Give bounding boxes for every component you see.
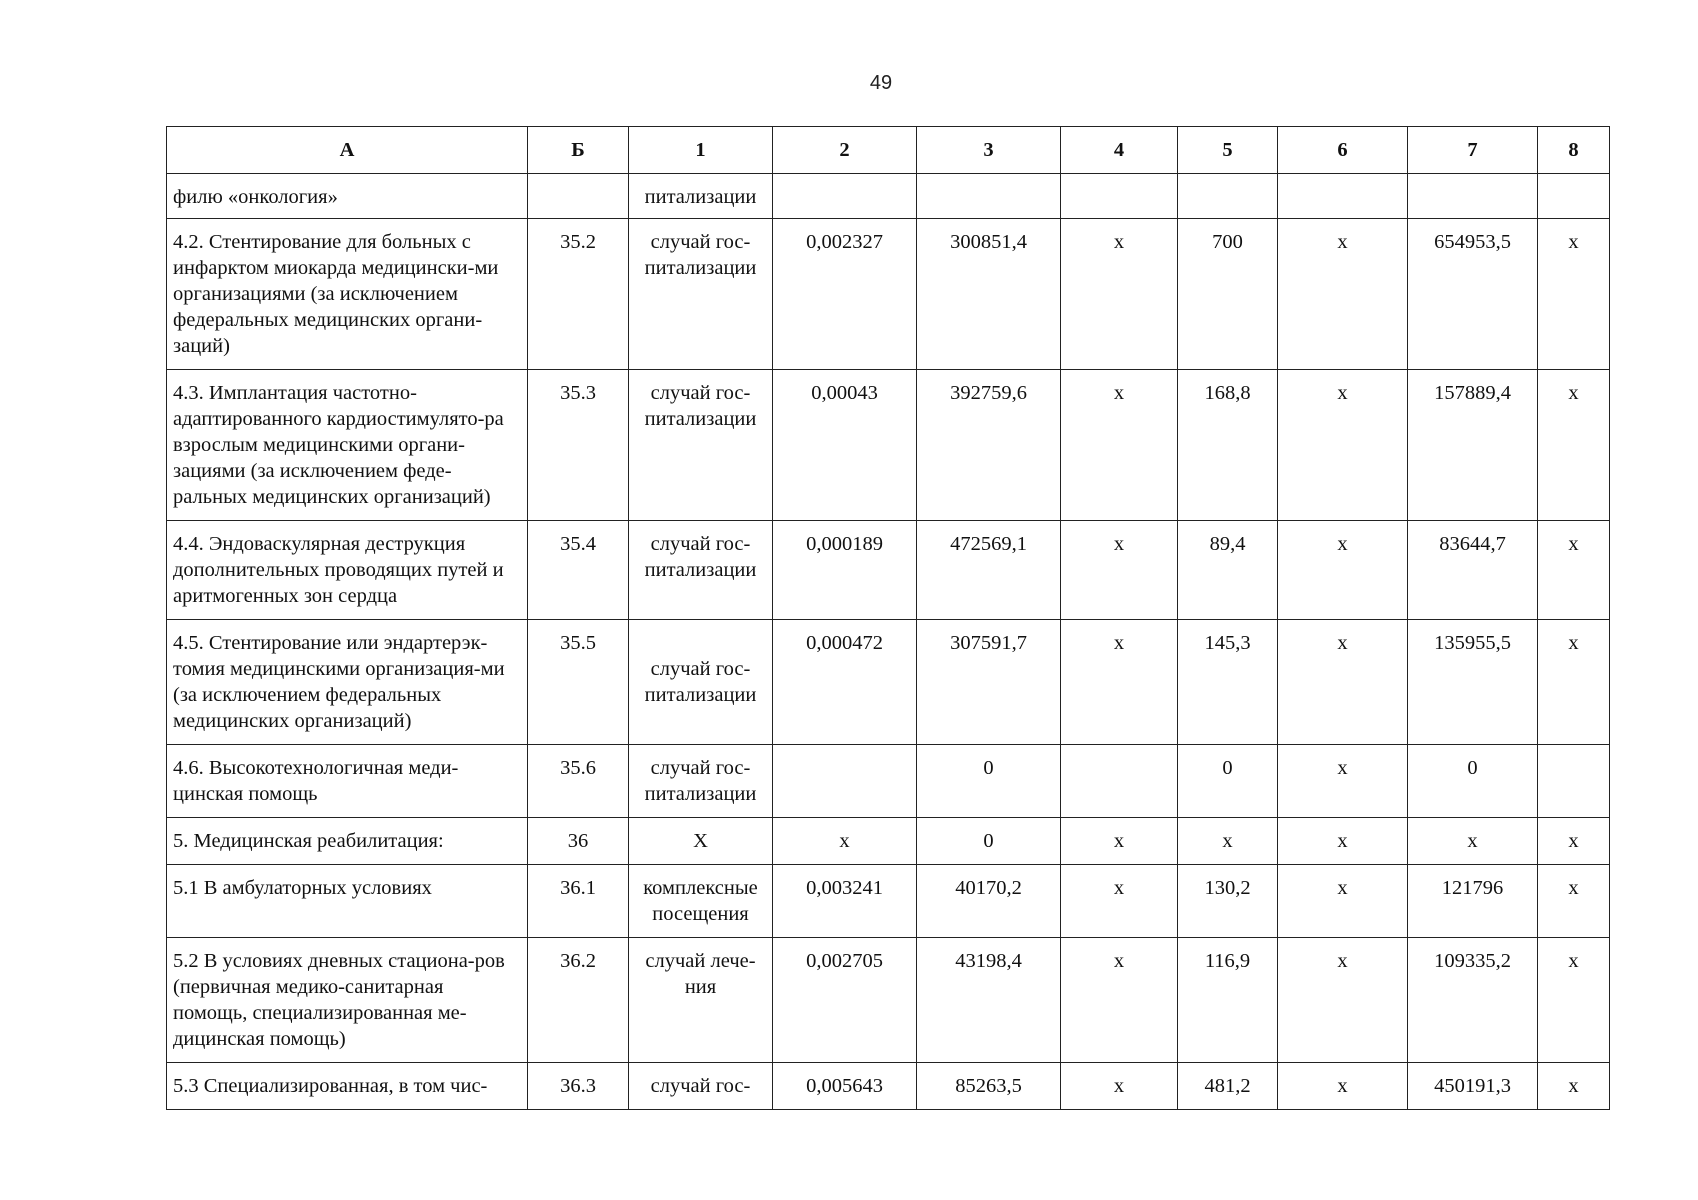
cell-col-8: х	[1538, 1063, 1610, 1110]
cell-col-6: х	[1278, 818, 1408, 865]
cell-col-7: 157889,4	[1408, 370, 1538, 521]
cell-col-4	[1061, 174, 1178, 219]
table-row	[167, 620, 1610, 745]
cell-col-8: х	[1538, 818, 1610, 865]
cell-col-3	[917, 174, 1061, 219]
cell-col-8: х	[1538, 370, 1610, 521]
cell-name: 4.6. Высокотехнологичная меди-цинская помощь	[167, 745, 528, 818]
cell-col-4: х	[1061, 818, 1178, 865]
cell-col-5: 481,2	[1178, 1063, 1278, 1110]
cell-col-7: 0	[1408, 745, 1538, 818]
cell-col-2: 0,000472	[773, 620, 917, 745]
cell-col-2: 0,002327	[773, 219, 917, 370]
cell-col-6: х	[1278, 745, 1408, 818]
cell-col-3: 307591,7	[917, 620, 1061, 745]
cell-col-8: х	[1538, 620, 1610, 745]
cell-code: 36.1	[528, 865, 629, 938]
header-col-1: 1	[629, 127, 773, 174]
cell-unit: случай гос-питализации	[629, 370, 773, 521]
header-col-4: 4	[1061, 127, 1178, 174]
header-col-6: 6	[1278, 127, 1408, 174]
table-row	[167, 174, 1610, 219]
cell-unit-wrap	[629, 620, 773, 745]
cell-code: 35.3	[528, 370, 629, 521]
table-row	[167, 370, 1610, 521]
cell-col-8	[1538, 174, 1610, 219]
cell-col-7: 450191,3	[1408, 1063, 1538, 1110]
cell-col-2: 0,002705	[773, 938, 917, 1063]
cell-col-5: 89,4	[1178, 521, 1278, 620]
cell-col-2	[773, 745, 917, 818]
cell-col-2: 0,000189	[773, 521, 917, 620]
cell-col-5: 145,3	[1178, 620, 1278, 745]
cell-col-6: х	[1278, 521, 1408, 620]
cell-col-2: х	[773, 818, 917, 865]
cell-col-4: х	[1061, 865, 1178, 938]
cell-unit: Х	[629, 818, 773, 865]
cell-name: 5. Медицинская реабилитация:	[167, 818, 528, 865]
cell-col-7: 654953,5	[1408, 219, 1538, 370]
cell-col-3: 43198,4	[917, 938, 1061, 1063]
cell-name: 4.5. Стентирование или эндартерэк-томия медицинскими организация-ми (за исключением федеральных медицинских организаций)	[167, 620, 528, 745]
cell-col-8: х	[1538, 521, 1610, 620]
header-col-8: 8	[1538, 127, 1610, 174]
cell-col-7: 121796	[1408, 865, 1538, 938]
table-row	[167, 938, 1610, 1063]
cell-col-5: 168,8	[1178, 370, 1278, 521]
cell-unit: случай гос-питализации	[644, 658, 757, 706]
cell-col-6: х	[1278, 938, 1408, 1063]
cell-col-6: х	[1278, 1063, 1408, 1110]
cell-code: 36.3	[528, 1063, 629, 1110]
cell-col-6	[1278, 174, 1408, 219]
cell-col-5: х	[1178, 818, 1278, 865]
cell-col-3: 0	[917, 818, 1061, 865]
cell-col-8	[1538, 745, 1610, 818]
header-col-7: 7	[1408, 127, 1538, 174]
table-row	[167, 818, 1610, 865]
header-col-5: 5	[1178, 127, 1278, 174]
cell-name: 5.2 В условиях дневных стациона-ров (первичная медико-санитарная помощь, специализированная ме-дицинская помощь)	[167, 938, 528, 1063]
cell-col-7	[1408, 174, 1538, 219]
cell-code: 35.6	[528, 745, 629, 818]
cell-col-3: 300851,4	[917, 219, 1061, 370]
cell-col-2	[773, 174, 917, 219]
cell-col-3: 392759,6	[917, 370, 1061, 521]
cell-col-3: 0	[917, 745, 1061, 818]
cell-name: 4.3. Имплантация частотно-адаптированного кардиостимулято-ра взрослым медицинскими органи-зациями (за исключением феде-ральных медицинских организаций)	[167, 370, 528, 521]
cell-col-4: х	[1061, 620, 1178, 745]
cell-name: 4.2. Стентирование для больных с инфарктом миокарда медицински-ми организациями (за исключением федеральных медицинских органи-заций)	[167, 219, 528, 370]
cell-code: 36.2	[528, 938, 629, 1063]
cell-code	[528, 174, 629, 219]
cell-unit: случай гос-питализации	[629, 219, 773, 370]
page-number: 49	[869, 72, 893, 94]
cell-col-2: 0,005643	[773, 1063, 917, 1110]
cell-col-2: 0,003241	[773, 865, 917, 938]
header-col-b: Б	[528, 127, 629, 174]
cell-col-7: х	[1408, 818, 1538, 865]
cell-name: 5.1 В амбулаторных условиях	[167, 865, 528, 938]
cell-code: 36	[528, 818, 629, 865]
cell-col-4: х	[1061, 521, 1178, 620]
cell-col-5: 700	[1178, 219, 1278, 370]
cell-unit: случай лече-ния	[629, 938, 773, 1063]
cell-col-6: х	[1278, 370, 1408, 521]
cell-unit: случай гос-питализации	[629, 745, 773, 818]
data-table	[166, 126, 1610, 1110]
cell-col-5: 0	[1178, 745, 1278, 818]
cell-unit: питализации	[629, 174, 773, 219]
cell-col-3: 472569,1	[917, 521, 1061, 620]
cell-col-4: х	[1061, 370, 1178, 521]
cell-col-6: х	[1278, 865, 1408, 938]
cell-unit: случай гос-питализации	[629, 521, 773, 620]
table-row	[167, 521, 1610, 620]
cell-unit: комплексные посещения	[629, 865, 773, 938]
cell-code: 35.2	[528, 219, 629, 370]
header-col-2: 2	[773, 127, 917, 174]
cell-col-8: х	[1538, 938, 1610, 1063]
cell-col-6: х	[1278, 219, 1408, 370]
header-row	[167, 127, 1610, 174]
cell-col-3: 40170,2	[917, 865, 1061, 938]
table-row	[167, 745, 1610, 818]
cell-code: 35.4	[528, 521, 629, 620]
cell-col-5: 130,2	[1178, 865, 1278, 938]
cell-col-5	[1178, 174, 1278, 219]
cell-code: 35.5	[528, 620, 629, 745]
cell-col-8: х	[1538, 219, 1610, 370]
cell-col-4	[1061, 745, 1178, 818]
header-col-3: 3	[917, 127, 1061, 174]
cell-name: филю «онкология»	[167, 174, 528, 219]
cell-col-3: 85263,5	[917, 1063, 1061, 1110]
cell-col-4: х	[1061, 938, 1178, 1063]
table-row	[167, 1063, 1610, 1110]
header-col-a: А	[167, 127, 528, 174]
cell-col-4: х	[1061, 1063, 1178, 1110]
cell-col-8: х	[1538, 865, 1610, 938]
cell-unit: случай гос-	[629, 1063, 773, 1110]
cell-name: 5.3 Специализированная, в том чис-	[167, 1063, 528, 1110]
cell-col-6: х	[1278, 620, 1408, 745]
table-row	[167, 219, 1610, 370]
cell-col-2: 0,00043	[773, 370, 917, 521]
cell-col-4: х	[1061, 219, 1178, 370]
cell-col-5: 116,9	[1178, 938, 1278, 1063]
table-row	[167, 865, 1610, 938]
cell-col-7: 83644,7	[1408, 521, 1538, 620]
cell-col-7: 135955,5	[1408, 620, 1538, 745]
cell-col-7: 109335,2	[1408, 938, 1538, 1063]
cell-name: 4.4. Эндоваскулярная деструкция дополнительных проводящих путей и аритмогенных зон сердца	[167, 521, 528, 620]
